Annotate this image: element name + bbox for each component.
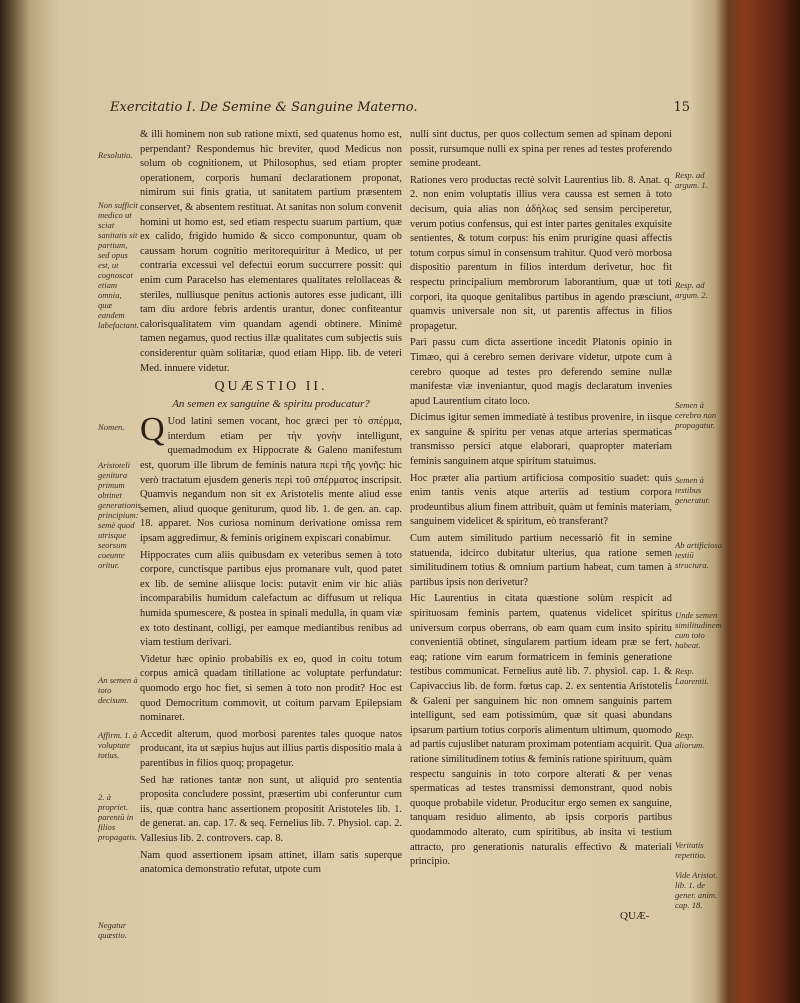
margin-note-nomen: Nomen. bbox=[98, 422, 125, 432]
left-paragraph-5: Accedit alterum, quod morbosi parentes tales quoque natos producant, ita ut sæpius hujus aut illius partis dispositio mala à parentibus in filios quoq; propagetur. bbox=[140, 728, 402, 769]
margin-note-resolutio: Resolutio. bbox=[98, 150, 133, 160]
right-paragraph-7: Hic Laurentius in citata quæstione solùm respicit ad spirituosam feminis partem, quatenus videlicet spiritus universum corpus oberrans, ob eam quam cum insito spiritu convenientiâ obtinet, singularem partium ideam præ se fert, eaq; ratione vim earum formatricem in feminis generatione testibus communicat. Fernelius autè lib. 7. physiol. cap. 1. & Capivaccius lib. de form. fœtus cap. 2. ex sententia Aristotelis & Galeni per sanguinem hic non omnem sanguinis partem intelligunt, sed eam potissimùm, quæ sit quasi abundans ipsarum partium totius corporis alimentum ultimum, quomodo ad partis cujuslibet naturam proximam potentiam acquirit. Qua ratione similitudinem totius & feminis ratione spirituum, quàm respectu sanguinis in toto corpore alterati & per venas spermaticas ad testes transmissi demonstrant, quod nobis quoque probabile videtur. Producitur ergo semen ex sanguine, tanquam residuo alimento, ab ipsis corporis partibus quodammodo alterato, cum spiritibus, ab insita vi testium attracto, pro generationis naturalis effectivo & materiali principio. bbox=[410, 593, 672, 868]
margin-note-cerebro: Semen à cerebro non propagatur. bbox=[675, 400, 717, 430]
margin-note-negatur: Negatur quæstio. bbox=[98, 920, 127, 940]
margin-note-structura: Ab artificiosa testiū structura. bbox=[675, 540, 723, 570]
right-paragraph-4: Dicimus igitur semen immediatè à testibus provenire, in iisque ex sanguine & spiritu per venas atque arterias spermaticas transmisso persici atque elaborari, quapropter materiam feminis sanguinem atque spiritum statuimus. bbox=[410, 412, 672, 468]
margin-note-veritatis: Veritatis repetitio. bbox=[675, 840, 706, 860]
right-paragraph-1: nulli sint ductus, per quos collectum semen ad spinam deponi possit, rursumque nulli ex spina per renes ad testes proferendo semine prodeant. bbox=[410, 129, 672, 170]
catchword: QUÆ- bbox=[620, 910, 650, 922]
question-title: QUÆSTIO II. bbox=[214, 379, 328, 395]
margin-note-testibus: Semen à testibus generatur. bbox=[675, 475, 711, 505]
right-column bbox=[410, 128, 672, 872]
margin-note-laurentii: Resp. Laurentii. bbox=[675, 666, 709, 686]
margin-note-similitudo: Unde semen similitudinem cum toto habeat. bbox=[675, 610, 722, 650]
left-paragraph-6: Sed hæ rationes tantæ non sunt, ut aliquid pro sententia proposita concludere possint, præsertim ubi conferuntur cum iis, quæ contra hanc assertionem propositit Aristoteles lib. 1. de generat. an. cap. 17. & seq. Fernelius lib. 7. Physiol. cap. 2. Vallesius lib. 2. controvers. cap. 8. bbox=[140, 774, 402, 844]
margin-note-affirm: Affirm. 1. à voluptate totius. bbox=[98, 730, 138, 760]
margin-note-resp-2: Resp. ad argum. 2. bbox=[675, 280, 708, 300]
drop-cap: Q bbox=[140, 411, 165, 449]
margin-note-semen-toto: An semen à toto decisum. bbox=[98, 675, 138, 705]
left-column bbox=[140, 128, 402, 880]
right-paragraph-6: Cum autem similitudo partium necessariò fit in semine statuenda, idcirco dubitatur ulterius, qua ratione semen similitudinem totius & omnium partium habeat, cum tamen à partibus ipsis non derivetur? bbox=[410, 533, 672, 588]
right-paragraph-3: Pari passu cum dicta assertione incedit Platonis opinio in Timæo, qui à cerebro semen derivare videtur, utpote cum à cerebro quoque ad testes pro deferendo semine nullæ manifestæ viæ inveniantur, quod magis declaratum invenies apud Laurentium citato loco. bbox=[410, 337, 672, 407]
left-paragraph-1: & illi hominem non sub ratione mixti, sed quatenus homo est, perpendant? Respondemus hic breviter, quod Medicus non solum ob cognitionem, ut Philosophus, sed etiam propter operationem, corporis humani declarationem proponat, nimirum sui finis gratia, ut sanitatem partium præsentem conservet, & absentem restituat. At sanitas non solum convenit homini ut homo est, sed etiam respectu suarum partium, quæ ex calido, frigido humido & sicco componuntur, quam ob caussam horum cognitio meritorequiritur à Medico, ut per contraria excessui vel defectui eorum succurrere possit: qui enim cum Paracelso has elementares qualitates relollaceas & steriles, nulliusque penitus actionis autores esse judicant, illi tam diu ardore febris ardentis urantur, donec confiteantur calorisqualitatem vim quandam agendi obtinere. Minimè tamen negamus, quod rectius illæ qualitates cum subjectis suis considerentur quàm solitariæ, quod etiam Hipp. lib. de veteri Med. innuere videtur. bbox=[140, 129, 402, 374]
margin-note-medico: Non sufficit medico ut sciat sanitatis sit partium, sed opus est, ut cognoscat etiam omnia, quæ eandem labefactant. bbox=[98, 200, 139, 330]
right-paragraph-2: Rationes vero productas rectè solvit Laurentius lib. 8. Anat. q. 2. non enim voluptatis illius vera caussa est semen à toto decisum, quia alias non ἀδήλως sed sensim perciperetur, verum potius confensus, qui est inter partes genitales exquisite sentientes, & totum corpus: his enim prurigine quasi affectis totum corpus simul in consensum trahitur. Quod verò morbosa dispositio parentum in filios interdum derivetur, hoc fit respectu principalium membrorum laborantium, quæ ut toti corpori, ita quoque genitalibus partibus in agendo præsciunt, quamvis universale non sit, ut parentis affectus in filios propagetur. bbox=[410, 174, 672, 332]
margin-note-propriet: 2. à propriet. parentū in filios propagatis. bbox=[98, 792, 138, 842]
running-header bbox=[110, 100, 690, 120]
page bbox=[20, 70, 723, 970]
left-paragraph-4: Videtur hæc opinio probabilis ex eo, quod in coitu totum corpus amicâ quadam titillatione ac voluptate perfundatur: quomodo ergo hoc fiet, si semen à toto non prodit? Hoc est quod Democritum commovit, ut coitum parvam Epilepsiam nominaret. bbox=[140, 653, 402, 724]
right-paragraph-5: Hoc præter alia partium artificiosa compositio suadet: quis enim tantis venis atque arteriis ad testium corpora prodeuntibus alium finem attribuit, quàm ut feminis materiam, sanguinem videlicet & spiritum, eò transferant? bbox=[410, 472, 672, 528]
margin-note-aliorum: Resp. aliorum. bbox=[675, 730, 705, 750]
left-paragraph-3: Hippocrates cum aliis quibusdam ex veteribus semen à toto corpore, cunctisque partibus ejus promanare vult, quod patet ex lib. de semine aliisque locis: putavit enim vir hic aliàs incomparabilis humidum calefactum ac diffusum ut reliqua humida spumescere, & postea in spinali medulla, in quam viæ ex toto destinant, colligi, per eamque mediantibus renibus ad viam testium derivari. bbox=[140, 549, 402, 649]
margin-note-resp-1: Resp. ad argum. 1. bbox=[675, 170, 708, 190]
left-paragraph-7: Nam quod assertionem ipsam attinet, illam satis superque anatomica demonstratio refutat, utpote cum bbox=[140, 849, 402, 876]
left-paragraph-2: Uod latini semen vocant, hoc græci per τὸ σπέρμα, interdum etiam per τὴν γονὴν intelligunt, quemadmodum ex Hippocrate & Galeno manifestum est, quorum ille librum de feminis natura περὶ τῆς γονῆς: hic verò tractatum ejusdem generis περὶ τοῦ σπέρματος inscripsit. Quamvis negandum non sit ex Aristotelis mente aliud esse semen, aliud quoque geniturum, quod lib. 1. de gen. an. cap. 18. apparet. Nos curiosa nominum derivatione omissa rem ipsam aggredimur, & feminis originem expiscari conabimur. bbox=[140, 416, 402, 545]
margin-note-genitura: Aristoteli genitura primum obtinet generationis principium: semè quod utrisque seorsum coeunte oritur. bbox=[98, 460, 141, 570]
running-title: Exercitatio I. De Semine & Sanguine Materno. bbox=[110, 100, 418, 115]
page-number: 15 bbox=[673, 100, 690, 115]
margin-note-aristot: Vide Aristot. lib. 1. de gener. anim. cap. 18. bbox=[675, 870, 718, 910]
question-subtitle: An semen ex sanguine & spiritu producatur? bbox=[172, 397, 370, 410]
